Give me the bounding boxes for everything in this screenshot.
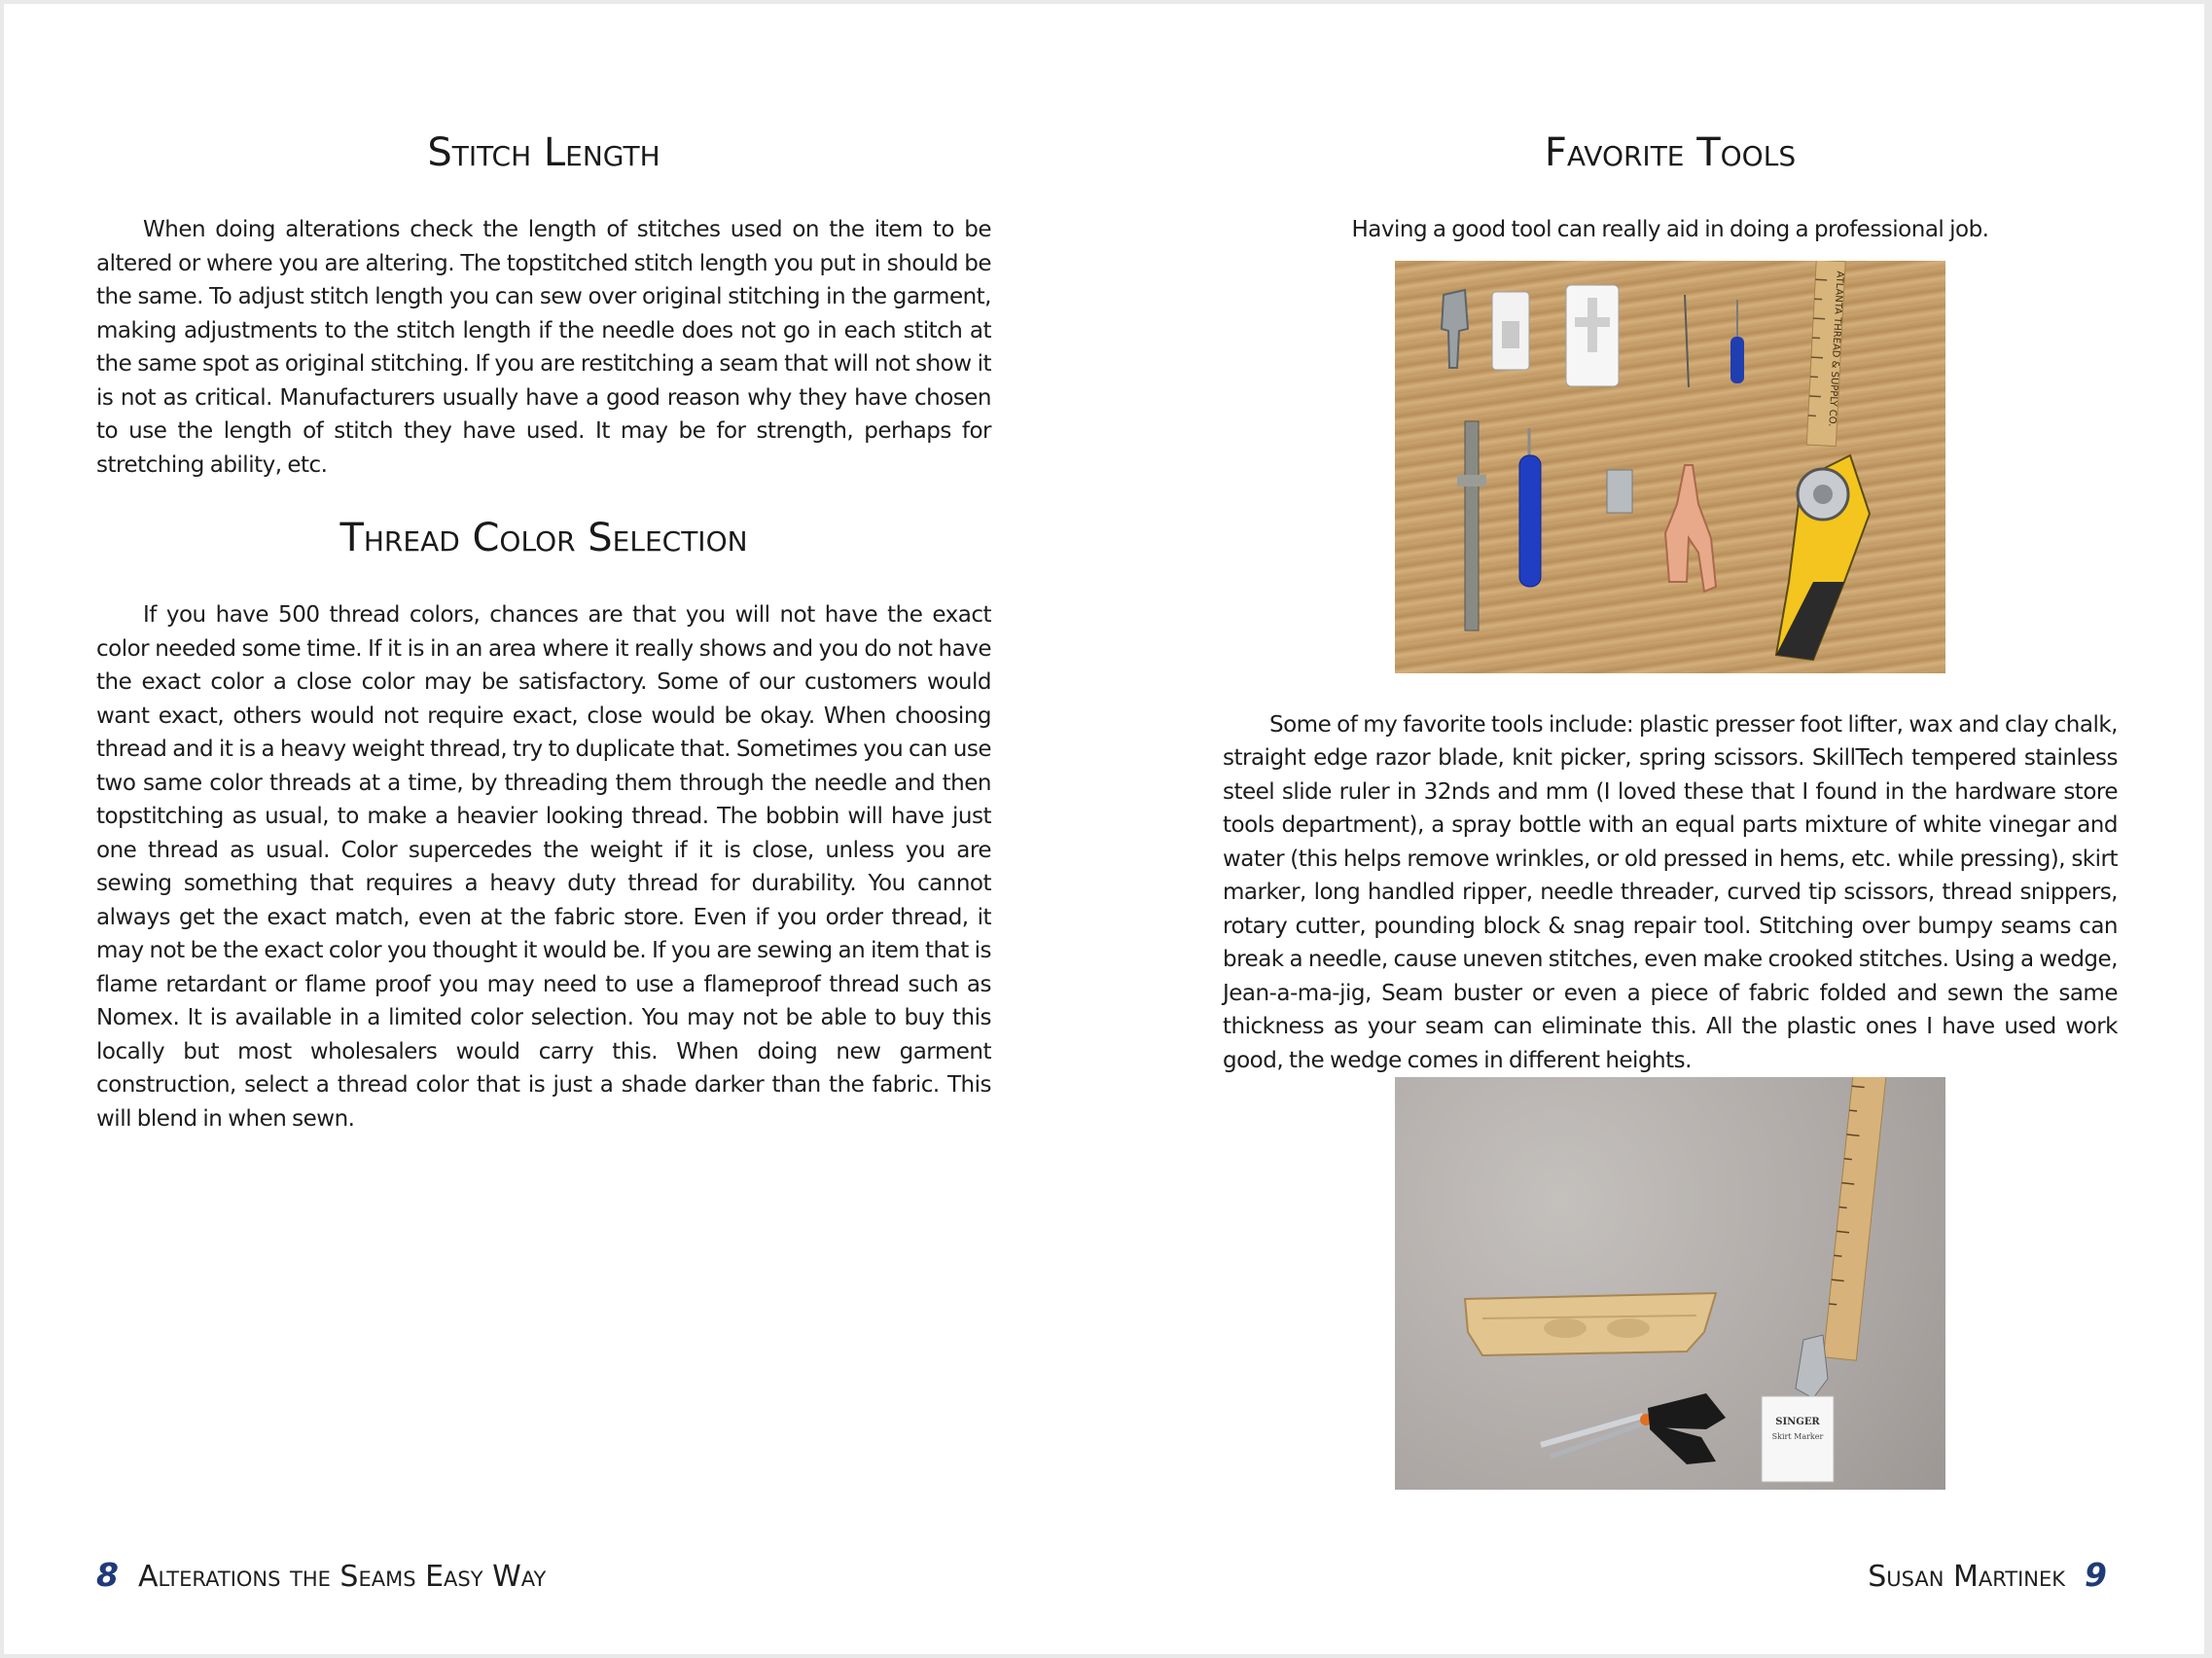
right-column (1223, 126, 2118, 1490)
book-spread (4, 4, 2204, 1654)
thread-color-paragraph: If you have 500 thread colors, chances are that you will not have the exact color needed some time. If it is in an area where it really shows and you do not have the exact color a close color may be satisfactory. Some of our customers would want exact, others would not require exact, close would be okay. When choosing thread and it is a heavy weight thread, try to duplicate that. Sometimes you can use two same color threads at a time, by threading them through the needle and then topstitching as usual, to make a heavier looking thread. The bobbin will have just one thread as usual. Color supercedes the weight if it is close, unless you are sewing something that requires a heavy duty thread for durability. You cannot always get the exact match, even at the fabric store. Even if you order thread, it may not be the exact color you thought it would be. If you are sewing an item that is flame retardant or flame proof you may need to use a flameproof thread such as Nomex. It is available in a limited color selection. You may not be able to buy this locally but most wholesalers would carry this. When doing new garment construction, select a thread color that is just a shade darker than the fabric. This will blend in when sewn. (96, 602, 991, 1132)
tools-photo-illustration (1395, 261, 1945, 673)
author-footer: Susan Martinek (1868, 1560, 2066, 1594)
ruler-imprint: ATLANTA THREAD & SUPPLY CO. (1826, 270, 1845, 427)
stitch-length-heading: Stitch Length (427, 130, 660, 175)
left-column (96, 126, 991, 1135)
right-footer (1868, 1556, 2107, 1594)
favorite-tools-heading: Favorite Tools (1544, 130, 1797, 175)
tools-photo (1395, 261, 1945, 673)
marker-product-label: Skirt Marker (1771, 1432, 1824, 1441)
left-footer (96, 1556, 546, 1594)
page-number-right: 9 (2085, 1556, 2107, 1594)
page-number-left: 8 (96, 1556, 119, 1594)
stitch-length-paragraph: When doing alterations check the length of stitches used on the item to be altered or where you are altering. The topstitched stitch length you put in should be the same. To adjust stitch length you can sew over original stitching in the garment, making adjustments to the stitch length if the needle does not go in each stitch at the same spot as original stitching. If you are restitching a seam that will not show it is not as critical. Manufacturers usually have a good reason why they have chosen to use the length of stitch they have used. It may be for strength, perhaps for stretching ability, etc. (96, 217, 991, 478)
section-gap (96, 482, 991, 511)
book-title-footer: Alterations the Seams Easy Way (137, 1560, 547, 1594)
marker-brand-label: SINGER (1775, 1417, 1820, 1427)
right-page (1104, 4, 2204, 1654)
favorite-tools-paragraph: Some of my favorite tools include: plastic presser foot lifter, wax and clay chalk, straight edge razor blade, knit picker, spring scissors. SkillTech tempered stainless steel slide ruler in 32nds and mm (I loved these that I found in the hardware store tools department), a spray bottle with an equal parts mixture of white vinegar and water (this helps remove wrinkles, or old pressed in hems, etc. while pressing), skirt marker, long handled ripper, needle threader, curved tip scissors, thread snippers, rotary cutter, pounding block & snag repair tool. Stitching over bumpy seams can break a needle, cause uneven stitches, even make crooked stitches. Using a wedge, Jean-a-ma-jig, Seam buster or even a piece of fabric folded and sewn the same thickness as your seam can eliminate this. All the plastic ones I have used work good, the wedge comes in different heights. (1223, 711, 2118, 1073)
tools-intro: Having a good tool can really aid in doing a professional job. (1351, 217, 1989, 242)
thread-color-heading: Thread Color Selection (339, 516, 748, 560)
wedge-photo (1395, 1077, 1945, 1490)
left-page (4, 4, 1104, 1654)
wedge-photo-illustration (1395, 1077, 1945, 1490)
